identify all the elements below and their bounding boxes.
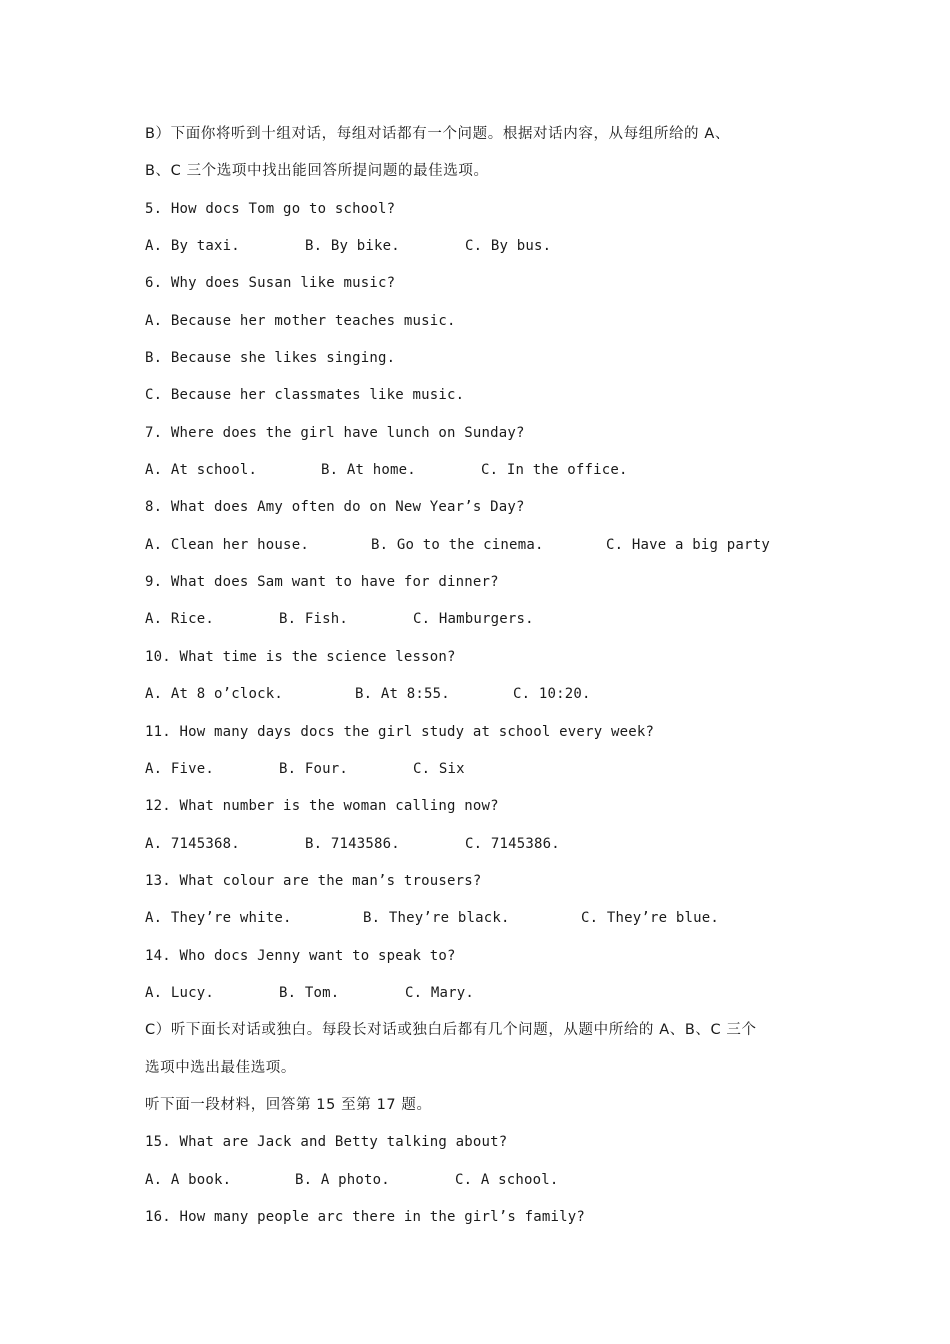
- option-b: B. A photo.: [295, 1171, 390, 1188]
- option-c: C. A school.: [455, 1171, 559, 1188]
- option-b: B. They’re black.: [363, 910, 510, 927]
- section-c-intro-line2: 选项中选出最佳选项。: [145, 1059, 296, 1076]
- options-15: [145, 1166, 825, 1203]
- option-c: C. Because her classmates like music.: [145, 387, 465, 404]
- options-7: [145, 456, 825, 493]
- question-16: 16. How many people arc there in the girl’s family?: [145, 1208, 586, 1225]
- option-a: A. Five.: [145, 760, 215, 777]
- option-c: C. Have a big party: [606, 536, 770, 553]
- question-12: 12. What number is the woman calling now?: [145, 798, 499, 815]
- option-b: B. By bike.: [305, 238, 400, 255]
- material-note: 听下面一段材料，回答第 15 至第 17 题。: [145, 1096, 432, 1113]
- question-14: 14. Who docs Jenny want to speak to?: [145, 947, 456, 964]
- options-11: [145, 755, 825, 792]
- question-10: 10. What time is the science lesson?: [145, 648, 456, 665]
- option-a: A. 7145368.: [145, 835, 240, 852]
- option-b: B. At 8:55.: [355, 686, 450, 703]
- option-c: C. Mary.: [405, 984, 475, 1001]
- option-b: B. Tom.: [279, 984, 340, 1001]
- section-b-intro-line2: B、C 三个选项中找出能回答所提问题的最佳选项。: [145, 163, 489, 180]
- option-a: A. Rice.: [145, 611, 215, 628]
- option-b: B. Because she likes singing.: [145, 350, 396, 367]
- option-b: B. Fish.: [279, 611, 349, 628]
- question-9: 9. What does Sam want to have for dinner?: [145, 574, 499, 591]
- option-a: A. A book.: [145, 1171, 232, 1188]
- option-c: C. In the office.: [481, 462, 628, 479]
- options-14: [145, 979, 825, 1016]
- option-a: A. At school.: [145, 462, 258, 479]
- option-b: B. At home.: [321, 462, 416, 479]
- option-b: B. 7143586.: [305, 835, 400, 852]
- question-7: 7. Where does the girl have lunch on Sunday?: [145, 424, 525, 441]
- options-13: [145, 904, 825, 941]
- option-a: A. Lucy.: [145, 984, 215, 1001]
- options-8: [145, 531, 825, 568]
- question-5: 5. How docs Tom go to school?: [145, 200, 396, 217]
- option-b: B. Go to the cinema.: [371, 536, 544, 553]
- question-15: 15. What are Jack and Betty talking about?: [145, 1134, 508, 1151]
- option-c: C. By bus.: [465, 238, 552, 255]
- question-13: 13. What colour are the man’s trousers?: [145, 872, 482, 889]
- options-9: [145, 605, 825, 642]
- question-8: 8. What does Amy often do on New Year’s Day?: [145, 499, 525, 516]
- option-c: C. 7145386.: [465, 835, 560, 852]
- question-6: 6. Why does Susan like music?: [145, 275, 396, 292]
- option-c: C. 10:20.: [513, 686, 591, 703]
- section-b-intro-line1: B）下面你将听到十组对话，每组对话都有一个问题。根据对话内容，从每组所给的 A、: [145, 126, 730, 142]
- option-a: A. Because her mother teaches music.: [145, 312, 456, 329]
- question-11: 11. How many days docs the girl study at school every week?: [145, 723, 655, 740]
- options-5: [145, 232, 825, 269]
- option-c: C. Six: [413, 760, 465, 777]
- option-c: C. Hamburgers.: [413, 611, 534, 628]
- options-12: [145, 830, 825, 867]
- listening-section: [145, 120, 825, 1240]
- option-a: A. They’re white.: [145, 910, 292, 927]
- option-a: A. At 8 o’clock.: [145, 686, 284, 703]
- options-10: [145, 680, 825, 717]
- section-c-intro-line1: C）听下面长对话或独白。每段长对话或独白后都有几个问题，从题中所给的 A、B、C 三个: [145, 1022, 757, 1039]
- option-a: A. Clean her house.: [145, 536, 309, 553]
- option-a: A. By taxi.: [145, 238, 240, 255]
- option-b: B. Four.: [279, 760, 349, 777]
- option-c: C. They’re blue.: [581, 910, 720, 927]
